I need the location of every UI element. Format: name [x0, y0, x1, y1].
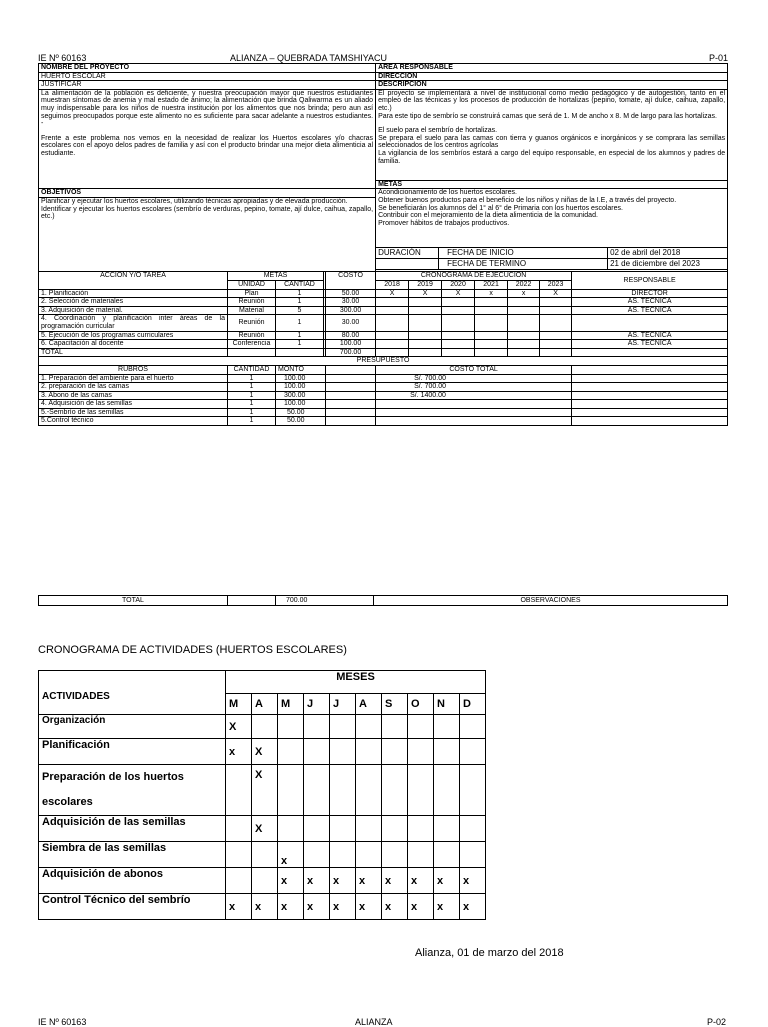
description-label: DESCRIPCIÓN — [376, 81, 728, 90]
project-name-label: NOMBRE DEL PROYECTO — [39, 64, 376, 73]
summary-bar — [38, 595, 728, 606]
schedule-mark: x — [304, 894, 330, 920]
schedule-mark — [434, 816, 460, 842]
schedule-row — [39, 816, 486, 842]
school-code: IE Nº 60163 — [38, 53, 87, 63]
col-unit-header: UNIDAD — [228, 280, 276, 289]
schedule-activity: Adquisición de abonos — [39, 868, 226, 894]
budget-item: 1. Preparación del ambiente para el huerto — [39, 374, 228, 383]
task-year-mark: X — [376, 289, 409, 298]
end-date-label: FECHA DE TERMINO — [439, 259, 608, 270]
budget-total: S/. 700.00 — [376, 374, 572, 383]
schedule-mark: x — [330, 868, 356, 894]
col-total-cost-header: COSTO TOTAL — [376, 365, 572, 374]
schedule-mark — [382, 816, 408, 842]
task-row — [39, 315, 728, 331]
project-name-value: HUERTO ESCOLAR — [39, 72, 376, 81]
budget-amount: 300.00 — [276, 391, 326, 400]
schedule-mark — [330, 842, 356, 868]
description-text — [376, 89, 728, 180]
schedule-mark: x — [278, 868, 304, 894]
task-row — [39, 289, 728, 298]
budget-item: 4. Adquisición de las semillas — [39, 400, 228, 409]
schedule-mark — [408, 816, 434, 842]
objectives-label: OBJETIVOS — [39, 189, 376, 198]
task-cost: 50.00 — [326, 289, 376, 298]
task-year-mark: X — [409, 289, 442, 298]
month-header: A — [252, 694, 278, 715]
schedule-activity: Control Técnico del sembrío — [39, 894, 226, 920]
task-cost: 30.00 — [326, 315, 376, 331]
budget-row — [39, 383, 728, 392]
year-header: 2019 — [409, 280, 442, 289]
col-qty-header: CANTIDAD — [228, 365, 276, 374]
month-header: J — [330, 694, 356, 715]
schedule-mark — [460, 715, 486, 739]
schedule-mark: x — [356, 894, 382, 920]
budget-total: S/. 700.00 — [376, 383, 572, 392]
schedule-mark — [278, 765, 304, 816]
col-items-header: RUBROS — [39, 365, 228, 374]
month-header: O — [408, 694, 434, 715]
schedule-mark — [252, 715, 278, 739]
school-location: ALIANZA – QUEBRADA TAMSHIYACU — [230, 53, 388, 63]
col-amount-header: MONTO — [276, 365, 326, 374]
schedule-mark: x — [304, 868, 330, 894]
schedule-mark: x — [434, 894, 460, 920]
budget-qty: 1 — [228, 400, 276, 409]
budget-amount: 100.00 — [276, 383, 326, 392]
schedule-mark — [252, 842, 278, 868]
month-header: D — [460, 694, 486, 715]
tasks-total-value: 700.00 — [326, 348, 376, 357]
task-cost: 100.00 — [326, 340, 376, 349]
schedule-mark — [356, 765, 382, 816]
justification-text — [39, 89, 376, 189]
task-qty: 1 — [276, 331, 324, 340]
task-cost: 30.00 — [326, 298, 376, 307]
task-unit: Plan — [228, 289, 276, 298]
description-paragraph: La vigilancia de los sembríos estará a cargo del equipo responsable, en especial de los alumnos y padres de familia. — [378, 149, 726, 165]
task-cost: 80.00 — [326, 331, 376, 340]
schedule-mark: X — [252, 816, 278, 842]
schedule-mark — [304, 715, 330, 739]
schedule-row — [39, 868, 486, 894]
schedule-mark: x — [356, 868, 382, 894]
task-qty: 1 — [276, 315, 324, 331]
schedule-mark — [408, 739, 434, 765]
schedule-mark: X — [252, 739, 278, 765]
budget-qty: 1 — [228, 417, 276, 426]
objective-item: Planificar y ejecutar los huertos escolares, utilizando técnicas apropiadas y de elevada producción. — [41, 197, 348, 205]
months-header: MESES — [226, 671, 486, 694]
task-qty: 1 — [276, 298, 324, 307]
schedule-mark: x — [408, 894, 434, 920]
year-header: 2021 — [475, 280, 508, 289]
budget-item: 5.-Sembrío de las semillas — [39, 408, 228, 417]
schedule-mark — [226, 816, 252, 842]
task-qty: 1 — [276, 289, 324, 298]
task-action: 1. Planificación — [39, 289, 228, 298]
schedule-row — [39, 894, 486, 920]
schedule-activity: Adquisición de las semillas — [39, 816, 226, 842]
budget-row — [39, 408, 728, 417]
next-page-location: ALIANZA — [355, 1017, 393, 1027]
budget-row — [39, 374, 728, 383]
year-header: 2022 — [508, 280, 540, 289]
description-paragraph: El proyecto se implementará a nivel de institucional como medio pedagógico y de autogestión, tanto en el empleo de las técnicas y los procesos de producción de hortalizas (pepino, tomate, ají dulce, caihua, zapallo, etc.) — [378, 89, 726, 112]
task-row — [39, 298, 728, 307]
task-unit: Reunión — [228, 331, 276, 340]
budget-row — [39, 391, 728, 400]
schedule-table — [38, 670, 486, 920]
budget-total: S/. 1400.00 — [376, 391, 572, 400]
budget-item: 3. Abono de las camas — [39, 391, 228, 400]
budget-amount: 100.00 — [276, 400, 326, 409]
task-responsible: AS. TÉCNICA — [572, 298, 728, 307]
task-unit: Conferencia — [228, 340, 276, 349]
description-paragraph: Para este tipo de sembrío se construirá camas que será de 1. M de ancho x 8. M de largo para las hortalizas. — [378, 112, 717, 120]
schedule-mark — [382, 739, 408, 765]
schedule-mark — [226, 765, 252, 816]
task-action: 5. Ejecución de los programas curriculares — [39, 331, 228, 340]
task-year-mark: X — [442, 289, 475, 298]
activities-header: ACTIVIDADES — [39, 671, 226, 715]
year-header: 2020 — [442, 280, 475, 289]
task-responsible — [572, 315, 728, 331]
task-unit: Reunión — [228, 315, 276, 331]
schedule-mark — [434, 739, 460, 765]
duration-label: DURACIÓN — [376, 248, 439, 259]
task-year-mark: x — [475, 289, 508, 298]
task-responsible: AS. TÉCNICA — [572, 306, 728, 315]
schedule-mark: x — [226, 894, 252, 920]
col-cost-header: COSTO — [326, 272, 376, 289]
col-qty-header: CANTIAD — [276, 280, 324, 289]
month-header: A — [356, 694, 382, 715]
budget-title: PRESUPUESTO — [39, 357, 728, 366]
schedule-mark — [304, 816, 330, 842]
schedule-mark — [434, 715, 460, 739]
schedule-mark — [330, 739, 356, 765]
task-responsible: AS. TÉCNICA — [572, 331, 728, 340]
schedule-mark: x — [278, 842, 304, 868]
task-row — [39, 306, 728, 315]
task-cost: 300.00 — [326, 306, 376, 315]
schedule-mark: x — [252, 894, 278, 920]
schedule-mark — [356, 739, 382, 765]
start-date-label: FECHA DE INICIO — [439, 248, 608, 259]
tasks-total-label: TOTAL — [39, 348, 228, 357]
schedule-activity: Siembra de las semillas — [39, 842, 226, 868]
month-header: N — [434, 694, 460, 715]
budget-amount: 50.00 — [276, 408, 326, 417]
place-date: Alianza, 01 de marzo del 2018 — [415, 947, 564, 959]
schedule-mark — [226, 868, 252, 894]
justify-label: JUSTIFICAR — [39, 81, 376, 90]
task-row — [39, 331, 728, 340]
schedule-mark: x — [226, 739, 252, 765]
schedule-mark — [304, 739, 330, 765]
task-row — [39, 340, 728, 349]
budget-row — [39, 417, 728, 426]
budget-qty: 1 — [228, 383, 276, 392]
schedule-mark — [460, 739, 486, 765]
schedule-mark — [408, 842, 434, 868]
schedule-mark — [356, 715, 382, 739]
schedule-mark — [356, 842, 382, 868]
col-metas-header: METAS — [228, 272, 324, 281]
schedule-mark: X — [226, 715, 252, 739]
schedule-mark — [408, 715, 434, 739]
schedule-title: CRONOGRAMA DE ACTIVIDADES (HUERTOS ESCOLARES) — [38, 644, 347, 656]
schedule-mark: x — [382, 894, 408, 920]
goal-item: Obtener buenos productos para el beneficio de los niños y niñas de la I.E, a través del proyecto. — [378, 196, 677, 204]
schedule-mark — [330, 816, 356, 842]
schedule-row — [39, 765, 486, 816]
goal-item: Contribuir con el mejoramiento de la dieta alimenticia de la comunidad. — [378, 212, 598, 220]
task-responsible: DIRECTOR — [572, 289, 728, 298]
goal-item: Se beneficiarán los alumnos del 1° al 6° de Primaria con los huertos escolares. — [378, 204, 623, 212]
schedule-mark — [278, 816, 304, 842]
task-responsible: AS. TÉCNICA — [572, 340, 728, 349]
year-header: 2018 — [376, 280, 409, 289]
schedule-activity: Planificación — [39, 739, 226, 765]
month-header: M — [226, 694, 252, 715]
schedule-mark — [460, 816, 486, 842]
schedule-mark — [330, 765, 356, 816]
next-page-school-code: IE Nº 60163 — [38, 1017, 87, 1027]
area-value: DIRECCIÓN — [376, 72, 728, 81]
budget-amount: 100.00 — [276, 374, 326, 383]
page-number: P-01 — [708, 53, 728, 63]
observations-label: OBSERVACIONES — [374, 596, 728, 606]
task-action: 6. Capacitación al docente — [39, 340, 228, 349]
summary-total-label: TOTAL — [39, 596, 228, 606]
month-header: M — [278, 694, 304, 715]
schedule-row — [39, 715, 486, 739]
schedule-row — [39, 739, 486, 765]
schedule-mark: x — [278, 894, 304, 920]
schedule-mark — [382, 765, 408, 816]
task-action: 2. Selección de materiales — [39, 298, 228, 307]
schedule-row — [39, 842, 486, 868]
schedule-mark — [460, 842, 486, 868]
task-action: 4. Coordinación y planificación inter áreas de la programación curricular — [39, 315, 228, 331]
summary-total-value: 700.00 — [276, 596, 374, 606]
project-table — [38, 63, 728, 426]
schedule-mark: X — [252, 765, 278, 816]
goal-item: Acondicionamiento de los huertos escolares. — [378, 189, 517, 197]
schedule-mark — [434, 842, 460, 868]
schedule-mark — [304, 842, 330, 868]
schedule-mark — [460, 765, 486, 816]
task-qty: 5 — [276, 306, 324, 315]
schedule-mark: x — [382, 868, 408, 894]
justification-paragraph: Frente a este problema nos vemos en la necesidad de realizar los Huertos escolares y/o chacras escolares con el apoyo delos padres de familia y así con el producto brindar una mejor dieta alimenticia al estudiante. — [41, 134, 374, 157]
budget-item: 2. preparación de las camas — [39, 383, 228, 392]
col-action-header: ACCIÓN Y/O TAREA — [39, 272, 228, 289]
end-date-value: 21 de diciembre del 2023 — [610, 259, 700, 269]
schedule-mark — [278, 715, 304, 739]
task-unit: Material — [228, 306, 276, 315]
schedule-mark: x — [434, 868, 460, 894]
schedule-mark — [434, 765, 460, 816]
description-paragraph: Se prepara el suelo para las camas con tierra y guanos orgánicos e inorgánicos y se comprara las semillas seleccionados de los centros agrícolas — [378, 134, 726, 150]
budget-row — [39, 400, 728, 409]
col-responsible-header: RESPONSABLE — [572, 272, 728, 289]
schedule-mark: x — [408, 868, 434, 894]
start-date-value: 02 de abril del 2018 — [608, 248, 728, 259]
schedule-activity: Organización — [39, 715, 226, 739]
schedule-mark: x — [330, 894, 356, 920]
goal-item: Promover hábitos de trabajos productivos. — [378, 219, 510, 227]
justification-paragraph: La alimentación de la población es deficiente, y nuestra preocupación mayor que nuestros estudiantes muestran síntomas de anemia y mal estado de ánimo; la alimentación que brinda Qaliwarma es un aliado muy indispensable para los niños de nuestra institución por los alimentos que nos brinda; pero aun así seguimos preocupados porque este alimento no es suficiente para sacar adelante a nuestros estudiantes. - — [41, 89, 374, 128]
budget-qty: 1 — [228, 408, 276, 417]
budget-qty: 1 — [228, 391, 276, 400]
schedule-mark — [226, 842, 252, 868]
duration-block — [376, 248, 728, 270]
schedule-mark: x — [460, 868, 486, 894]
description-paragraph: El suelo para el sembrío de hortalizas. — [378, 127, 498, 135]
budget-item: 5.Control técnico — [39, 417, 228, 426]
schedule-mark — [330, 715, 356, 739]
tasks-total-row — [39, 348, 728, 357]
schedule-mark — [382, 715, 408, 739]
task-qty: 1 — [276, 340, 324, 349]
year-header: 2023 — [540, 280, 572, 289]
col-schedule-header: CRONOGRAMA DE EJECUCIÓN — [376, 272, 572, 281]
task-year-mark: x — [508, 289, 540, 298]
task-year-mark: X — [540, 289, 572, 298]
goals-label: METAS — [376, 180, 728, 189]
schedule-mark — [382, 842, 408, 868]
schedule-mark — [304, 765, 330, 816]
next-page-number: P-02 — [706, 1017, 726, 1027]
objective-item: Identificar y ejecutar los huertos escolares (sembrío de verduras, pepino, tomate, ají dulce, caihua, zapallo, etc.) — [41, 205, 374, 221]
schedule-mark — [356, 816, 382, 842]
schedule-mark — [278, 739, 304, 765]
budget-qty: 1 — [228, 374, 276, 383]
schedule-activity: Preparación de los huertos escolares — [39, 765, 226, 816]
task-action: 3. Adquisición de material. — [39, 306, 228, 315]
goals-text — [376, 189, 728, 248]
budget-amount: 50.00 — [276, 417, 326, 426]
schedule-mark — [252, 868, 278, 894]
area-label: AREA RESPONSABLE — [376, 64, 728, 73]
objectives-text — [39, 197, 376, 271]
task-unit: Reunión — [228, 298, 276, 307]
schedule-mark: x — [460, 894, 486, 920]
month-header: S — [382, 694, 408, 715]
month-header: J — [304, 694, 330, 715]
schedule-mark — [408, 765, 434, 816]
